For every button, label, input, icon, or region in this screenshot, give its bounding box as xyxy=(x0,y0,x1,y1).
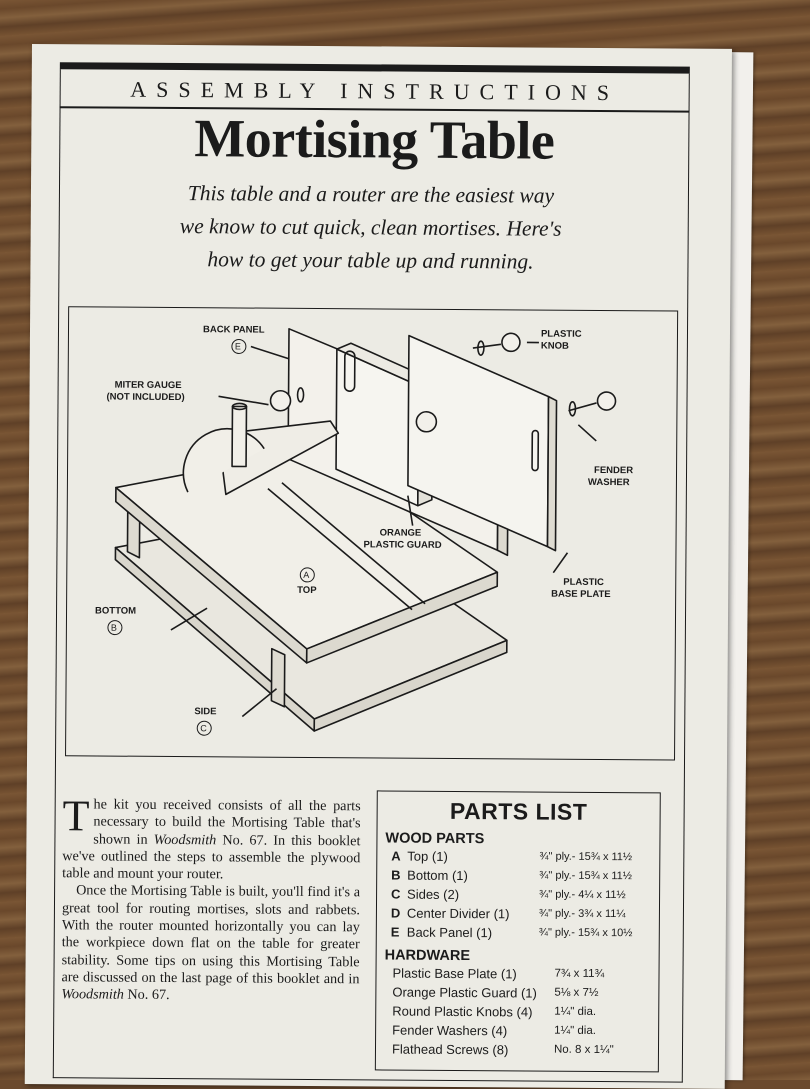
letter-a: A xyxy=(303,570,309,580)
label-plastic-knob: PLASTIC xyxy=(541,329,582,340)
diagram-drawing xyxy=(66,307,677,759)
p2-end: No. 67. xyxy=(124,987,170,1003)
letter-e: E xyxy=(235,341,241,351)
p2-text: Once the Mortising Table is built, you'll find it's a great tool for routing mortises, slots and rabbets. With the router mounted horizontally you can lay the workpiece down flat on the table for greater stability. Some tips on using this Mortising Table are discussed on the last page of this booklet and in xyxy=(61,883,360,987)
intro-line: This table and a router are the easiest way xyxy=(121,177,621,213)
hardware-row xyxy=(392,1002,658,1023)
part-size: ¾" ply.- 3¾ x 11¼ xyxy=(539,905,626,925)
wood-part-row xyxy=(391,923,659,944)
label-fender-washer: FENDER xyxy=(594,465,633,476)
exploded-diagram xyxy=(65,306,678,760)
intro-line: we know to cut quick, clean mortises. Here's xyxy=(121,210,621,246)
wood-part-row xyxy=(391,847,659,868)
hardware-row xyxy=(392,1040,658,1061)
label-top: TOP xyxy=(297,585,317,596)
hardware-name: Flathead Screws (8) xyxy=(392,1040,554,1060)
letter-c: C xyxy=(200,723,207,733)
hardware-name: Plastic Base Plate (1) xyxy=(392,964,554,984)
wood-parts-rows xyxy=(377,846,660,943)
part-letter: E xyxy=(391,923,407,942)
part-name: Top (1) xyxy=(407,847,539,867)
wood-parts-heading: WOOD PARTS xyxy=(385,830,659,848)
part-letter: C xyxy=(391,885,407,904)
wood-part-row xyxy=(391,866,659,887)
paragraph-2 xyxy=(61,883,360,1006)
hardware-row xyxy=(392,964,658,985)
p2-magazine: Woodsmith xyxy=(61,986,124,1002)
label-base-plate-2: BASE PLATE xyxy=(551,589,611,600)
intro-line: how to get your table up and running. xyxy=(120,243,620,279)
label-base-plate: PLASTIC xyxy=(563,577,604,588)
paragraph-1 xyxy=(62,796,361,885)
label-back-panel: BACK PANEL xyxy=(203,324,265,335)
parts-list xyxy=(375,790,661,1072)
part-name: Center Divider (1) xyxy=(407,904,539,924)
hardware-size: 5⅛ x 7½ xyxy=(554,984,598,1003)
parts-list-title: PARTS LIST xyxy=(378,797,660,826)
hardware-name: Fender Washers (4) xyxy=(392,1021,554,1041)
part-size: ¾" ply.- 4¼ x 11½ xyxy=(539,886,626,906)
body-text xyxy=(61,796,360,1006)
part-size: ¾" ply.- 15¾ x 11½ xyxy=(539,848,632,868)
hardware-size: No. 8 x 1¼" xyxy=(554,1041,614,1060)
hardware-row xyxy=(392,983,658,1004)
intro-text xyxy=(120,177,621,279)
hardware-size: 1¼" dia. xyxy=(554,1022,596,1041)
page-title: Mortising Table xyxy=(59,106,689,172)
hardware-name: Round Plastic Knobs (4) xyxy=(392,1002,554,1022)
label-plastic-knob-2: KNOB xyxy=(541,341,569,352)
label-not-included: (NOT INCLUDED) xyxy=(106,392,184,404)
label-miter-gauge: MITER GAUGE xyxy=(115,380,182,391)
letter-b: B xyxy=(111,623,117,633)
part-letter: B xyxy=(391,866,407,885)
hardware-heading: HARDWARE xyxy=(385,947,659,965)
p1-text: he kit you received consists of all the parts necessary to build the Mortising Table that's shown in xyxy=(93,796,360,847)
drop-cap: T xyxy=(62,798,89,834)
wood-part-row xyxy=(391,885,659,906)
label-plastic-guard: PLASTIC GUARD xyxy=(363,539,441,551)
label-washer: WASHER xyxy=(588,477,630,488)
part-size: ¾" ply.- 15¾ x 10½ xyxy=(539,924,633,944)
part-size: ¾" ply.- 15¾ x 11½ xyxy=(539,867,632,887)
section-kicker: ASSEMBLY INSTRUCTIONS xyxy=(60,76,690,106)
hardware-name: Orange Plastic Guard (1) xyxy=(392,983,554,1003)
p1-magazine: Woodsmith xyxy=(154,831,217,847)
knob xyxy=(270,391,290,411)
label-side: SIDE xyxy=(194,706,216,717)
hardware-size: 1¼" dia. xyxy=(554,1003,596,1022)
wood-part-row xyxy=(391,904,659,925)
hardware-size: 7¾ x 11¾ xyxy=(554,965,604,984)
part-letter: A xyxy=(391,847,407,866)
label-orange-guard: ORANGE xyxy=(380,527,422,538)
label-bottom: BOTTOM xyxy=(95,605,136,616)
part-letter: D xyxy=(391,904,407,923)
hardware-rows xyxy=(376,963,659,1060)
part-name: Bottom (1) xyxy=(407,866,539,886)
hardware-row xyxy=(392,1021,658,1042)
p1-end: No. 67. In this booklet we've outlined the steps to assemble the plywood table and mount your router. xyxy=(62,832,360,883)
part-name: Sides (2) xyxy=(407,885,539,905)
part-name: Back Panel (1) xyxy=(407,923,539,943)
booklet-page xyxy=(25,44,732,1089)
side-panel xyxy=(271,649,284,707)
